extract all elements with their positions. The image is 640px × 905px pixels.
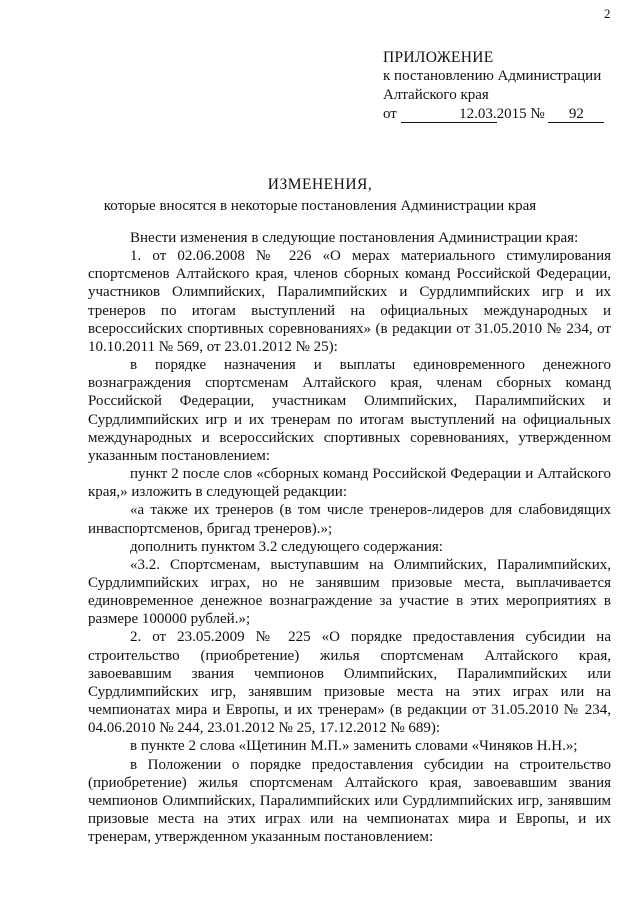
document-subtitle: которые вносятся в некоторые постановления Администрации края	[103, 198, 537, 214]
paragraph-regulation: в Положении о порядке предоставления субсидии на строительство (приобретение) жилья спортсменам Алтайского края, завоевавшим звания чемпионов Олимпийских, Паралимпийских или Сурдлимпийских игр, занявшим призовые места на этих играх или на чемпионатах мира и Европы, и их тренерам, утвержденном указанным постановлением:	[88, 756, 611, 846]
appendix-block	[383, 48, 604, 124]
date-value: 12.03.	[401, 106, 497, 123]
date-year: 2015 №	[496, 106, 545, 122]
document-body	[88, 229, 611, 846]
appendix-resolution-line: к постановлению Администрации	[383, 68, 602, 84]
paragraph-item-2: 2. от 23.05.2009 № 225 «О порядке предоставления субсидии на строительство (приобретение) жилья спортсменам Алтайского края, завоевавшим звания чемпионов Олимпийских, Паралимпийских или Сурдлимпийских игр, занявшим призовые места на этих играх или на чемпионатах мира и Европы, и их тренерам» (в редакции от 31.05.2010 № 234, 04.06.2010 № 244, 23.01.2012 № 25, 17.12.2012 № 689):	[88, 629, 611, 737]
paragraph-procedure: в порядке назначения и выплаты единовременного денежного вознаграждения спортсменам Алтайского края, членам сборных команд Российской Федерации, участникам Олимпийских, Паралимпийских и Сурдлимпийских игр и их тренерам по итогам выступлений на официальных международных и всероссийских спортивных соревнованиях, утвержденном указанным постановлением:	[88, 357, 611, 464]
paragraph-add-3-2: дополнить пунктом 3.2 следующего содержания:	[130, 538, 443, 555]
appendix-region-line: Алтайского края	[383, 87, 489, 103]
date-prefix: от	[383, 106, 397, 122]
paragraph-3-2-text: «3.2. Спортсменам, выступавшим на Олимпийских, Паралимпийских, Сурдлимпийских играх, но не занявшим призовые места, выплачивается единовременное денежное вознаграждение за участие в этих мероприятиях в размере 100000 рублей.»;	[88, 556, 611, 628]
paragraph-point-2-replace: в пункте 2 слова «Щетинин М.П.» заменить словами «Чиняков Н.Н.»;	[130, 738, 578, 755]
page-number: 2	[604, 6, 611, 21]
document-title: ИЗМЕНЕНИЯ,	[267, 176, 373, 193]
paragraph-item-1: 1. от 02.06.2008 № 226 «О мерах материального стимулирования спортсменов Алтайского края, членов сборных команд Российской Федерации, участников Олимпийских, Паралимпийских и Сурдлимпийских игр и их тренеров по итогам выступлений на официальных международных и всероссийских спортивных соревнованиях» (в редакции от 31.05.2010 № 234, от 10.10.2011 № 569, от 23.01.2012 № 25):	[88, 248, 611, 355]
resolution-number: 92	[548, 106, 604, 123]
paragraph-point-2-text: «а также их тренеров (в том числе тренеров-лидеров для слабовидящих инваспортсменов, бригад тренеров).»;	[88, 502, 611, 537]
appendix-date-line	[383, 105, 604, 124]
appendix-heading: ПРИЛОЖЕНИЕ	[383, 49, 494, 66]
paragraph-point-2: пункт 2 после слов «сборных команд Российской Федерации и Алтайского края,» изложить в следующей редакции:	[88, 466, 611, 501]
paragraph-intro: Внести изменения в следующие постановления Администрации края:	[130, 230, 579, 246]
